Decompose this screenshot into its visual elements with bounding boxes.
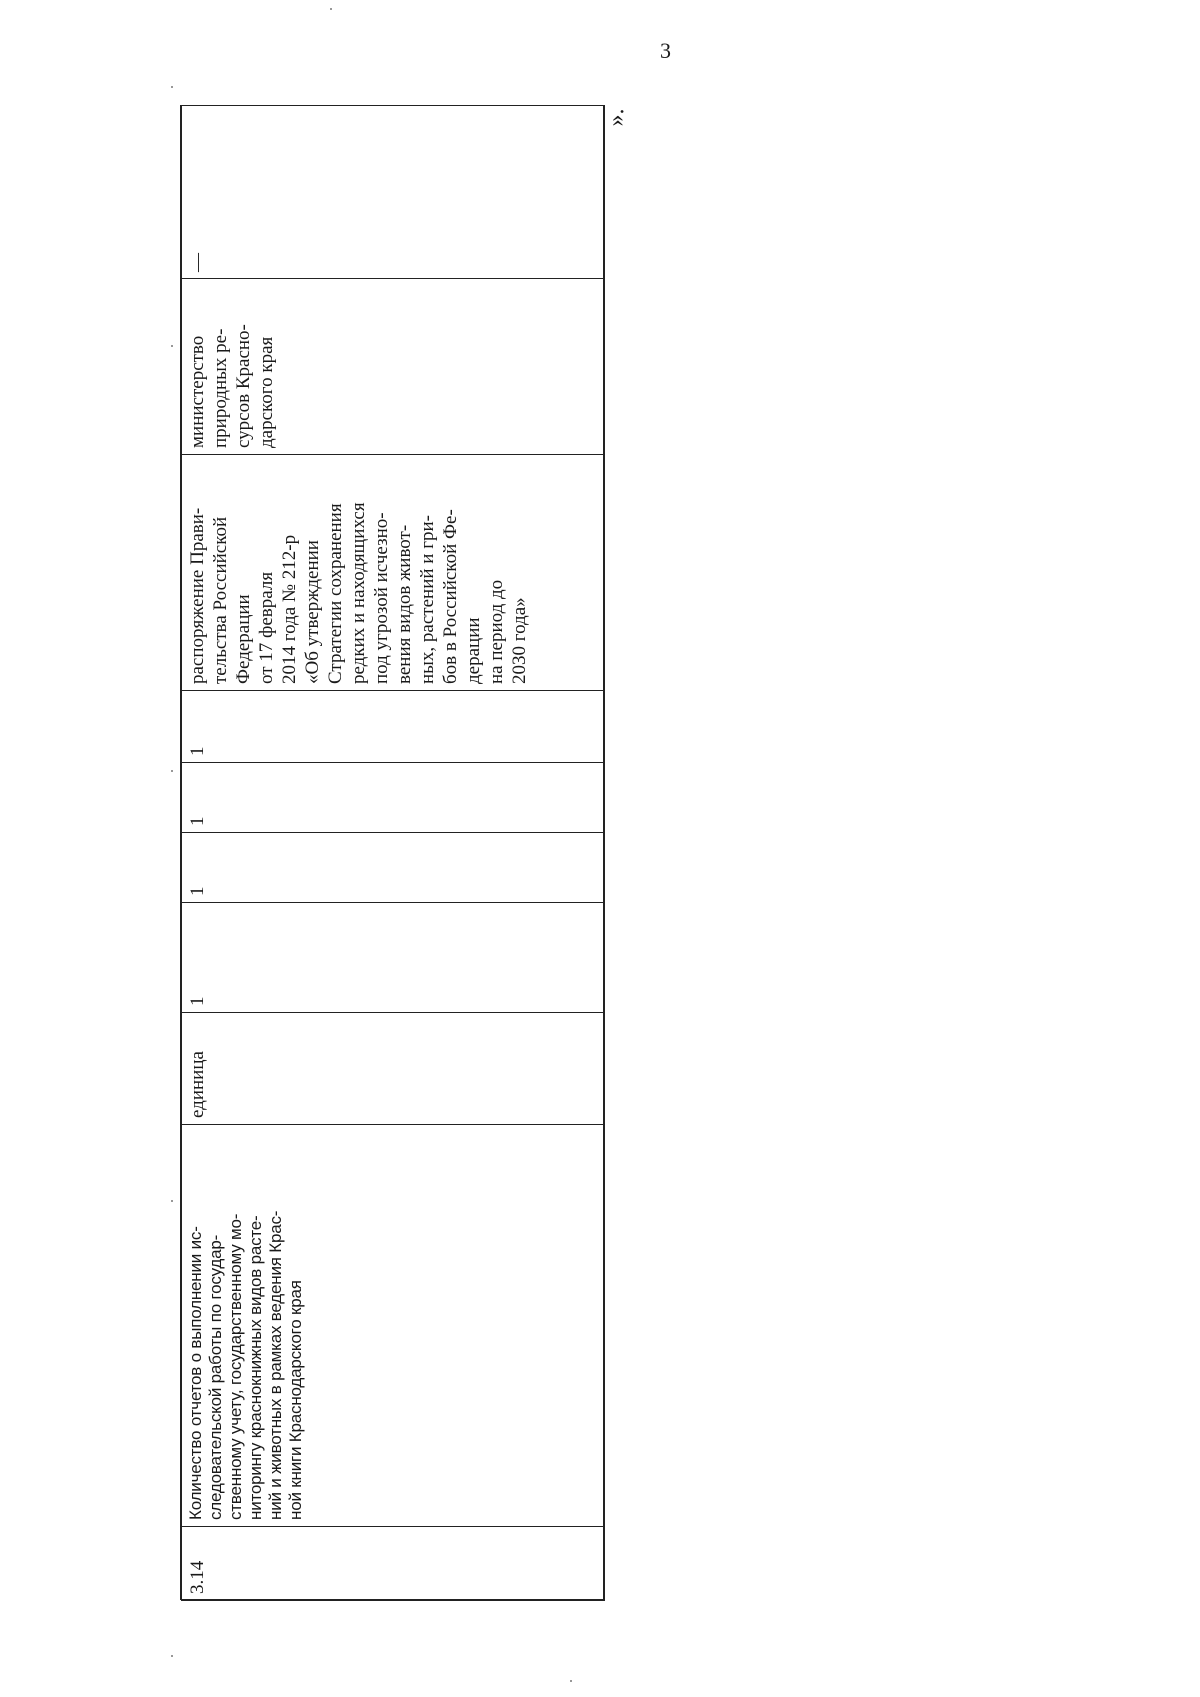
scan-speck xyxy=(171,345,173,347)
closing-quote-mark: ». xyxy=(603,108,630,127)
value-4: 1 xyxy=(187,746,208,756)
value-cell-4 xyxy=(182,691,605,763)
page-number: 3 xyxy=(660,38,671,63)
scan-speck xyxy=(171,1200,173,1202)
indicator-table xyxy=(181,105,605,1601)
scan-speck xyxy=(171,770,173,772)
unit-cell xyxy=(182,1013,605,1125)
unit-text: единица xyxy=(187,1051,208,1118)
table-row xyxy=(182,106,605,1601)
value-3: 1 xyxy=(187,816,208,826)
basis-cell xyxy=(182,455,605,691)
value-2: 1 xyxy=(187,886,208,896)
rotated-table-container xyxy=(181,106,605,1601)
data-table xyxy=(180,105,604,1600)
last-dash: — xyxy=(187,253,208,272)
row-index-cell xyxy=(182,1527,605,1601)
last-cell xyxy=(182,106,605,279)
value-cell-1 xyxy=(182,903,605,1013)
scan-speck xyxy=(171,86,173,88)
basis-text: распоряжение Прави- тельства Российской Федерации от 17 февраля 2014 года № 212-р «Об утверждении Стратегии сохранения редких и находящихся под угрозой исчезно- вения видов живот- ных, растений и гри- бов в Российской Фе- дерации на период до 2030 года» xyxy=(187,502,530,684)
value-cell-2 xyxy=(182,833,605,903)
scan-speck xyxy=(330,8,332,10)
row-index: 3.14 xyxy=(187,1560,208,1594)
value-1: 1 xyxy=(187,996,208,1006)
scan-speck xyxy=(171,1655,173,1657)
scan-speck xyxy=(570,1680,572,1682)
responsible-text: министерство природных ре- сурсов Красно- дарского края xyxy=(187,324,277,448)
indicator-text: Количество отчетов о выполнении ис- следовательской работы по государ- ственному учету, государственному мо- ниторингу краснокнижных видов расте- ний и животных в рамках ведения Крас- ной книги Краснодарского края xyxy=(186,1210,305,1520)
responsible-cell xyxy=(182,279,605,455)
indicator-cell xyxy=(182,1125,605,1527)
value-cell-3 xyxy=(182,763,605,833)
